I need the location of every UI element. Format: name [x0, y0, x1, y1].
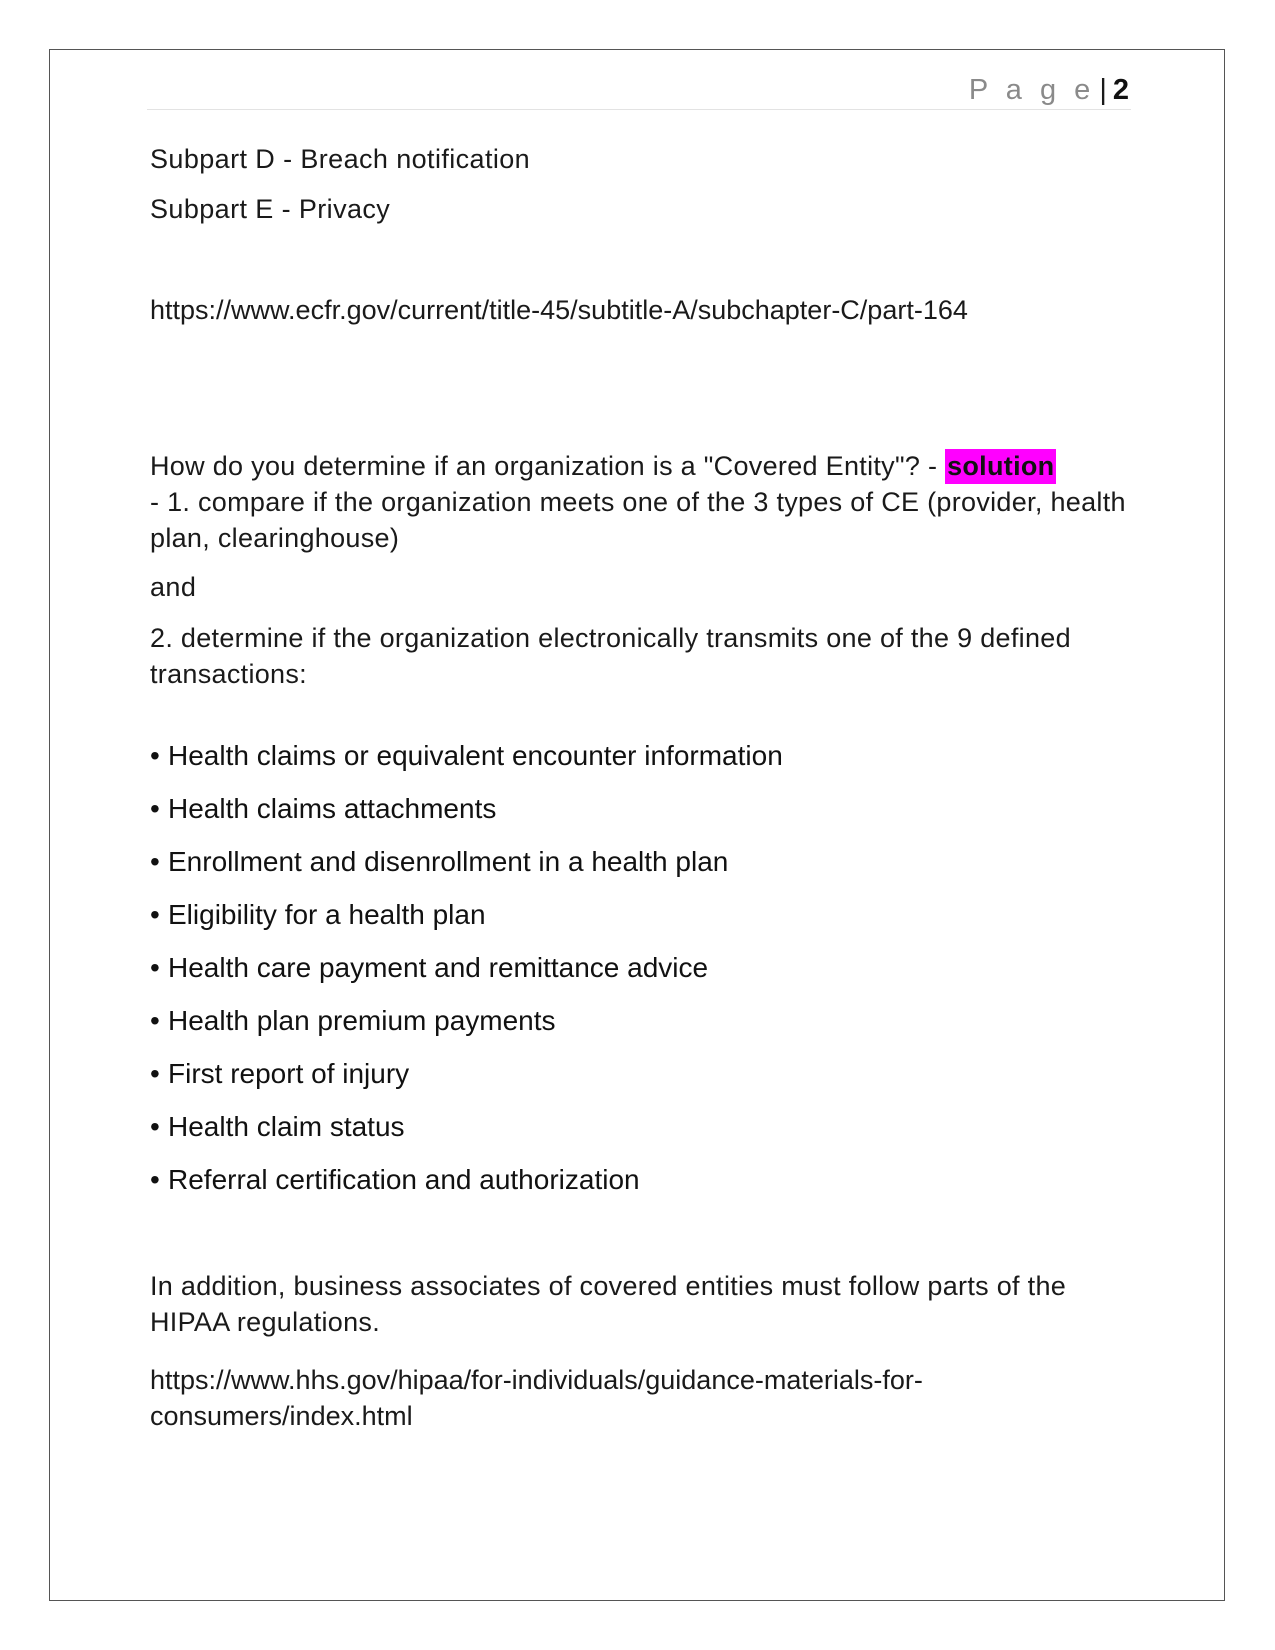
bullet-icon: • [150, 740, 160, 771]
list-item [150, 1056, 783, 1109]
list-item [150, 950, 783, 1003]
list-item-text: Health plan premium payments [168, 1005, 556, 1036]
list-item-text: Enrollment and disenrollment in a health plan [168, 846, 729, 877]
list-item-text: Health care payment and remittance advice [168, 952, 709, 983]
bullet-icon: • [150, 1164, 160, 1195]
business-associates-text: In addition, business associates of covered entities must follow parts of the HIPAA regulations. [150, 1271, 1067, 1337]
solution-highlight: solution [945, 449, 1056, 484]
and-text: and [150, 572, 197, 602]
hhs-url-text: https://www.hhs.gov/hipaa/for-individuals/guidance-materials-for-consumers/index.html [150, 1365, 923, 1431]
list-item [150, 844, 783, 897]
list-item [150, 1162, 783, 1215]
subpart-d-text: Subpart D - Breach notification [150, 144, 531, 174]
subpart-e-text: Subpart E - Privacy [150, 194, 391, 224]
page-header [147, 72, 1131, 110]
bullet-icon: • [150, 899, 160, 930]
question-continuation: - 1. compare if the organization meets one of the 3 types of CE (provider, health plan, clearinghouse) [150, 487, 1126, 553]
transactions-list [150, 738, 783, 1215]
page-separator: | [1099, 74, 1107, 106]
bullet-icon: • [150, 952, 160, 983]
list-item [150, 897, 783, 950]
ecfr-url-text: https://www.ecfr.gov/current/title-45/subtitle-A/subchapter-C/part-164 [150, 295, 968, 325]
covered-entity-question [150, 448, 1135, 556]
list-item-text: Health claims or equivalent encounter information [168, 740, 783, 771]
list-item-text: Health claim status [168, 1111, 405, 1142]
bullet-icon: • [150, 793, 160, 824]
page-number-label [969, 76, 1129, 105]
list-item-text: Health claims attachments [168, 793, 497, 824]
bullet-icon: • [150, 1058, 160, 1089]
step-2-text: 2. determine if the organization electronically transmits one of the 9 defined transactions: [150, 623, 1071, 689]
page-number-value: 2 [1112, 74, 1129, 106]
list-item-text: Eligibility for a health plan [168, 899, 486, 930]
list-item [150, 791, 783, 844]
list-item [150, 1003, 783, 1056]
list-item-text: First report of injury [168, 1058, 410, 1089]
list-item [150, 738, 783, 791]
question-text: How do you determine if an organization is a "Covered Entity"? - [150, 451, 946, 481]
bullet-icon: • [150, 1111, 160, 1142]
page-word: P a g e [968, 74, 1096, 106]
bullet-icon: • [150, 1005, 160, 1036]
bullet-icon: • [150, 846, 160, 877]
list-item [150, 1109, 783, 1162]
list-item-text: Referral certification and authorization [168, 1164, 640, 1195]
